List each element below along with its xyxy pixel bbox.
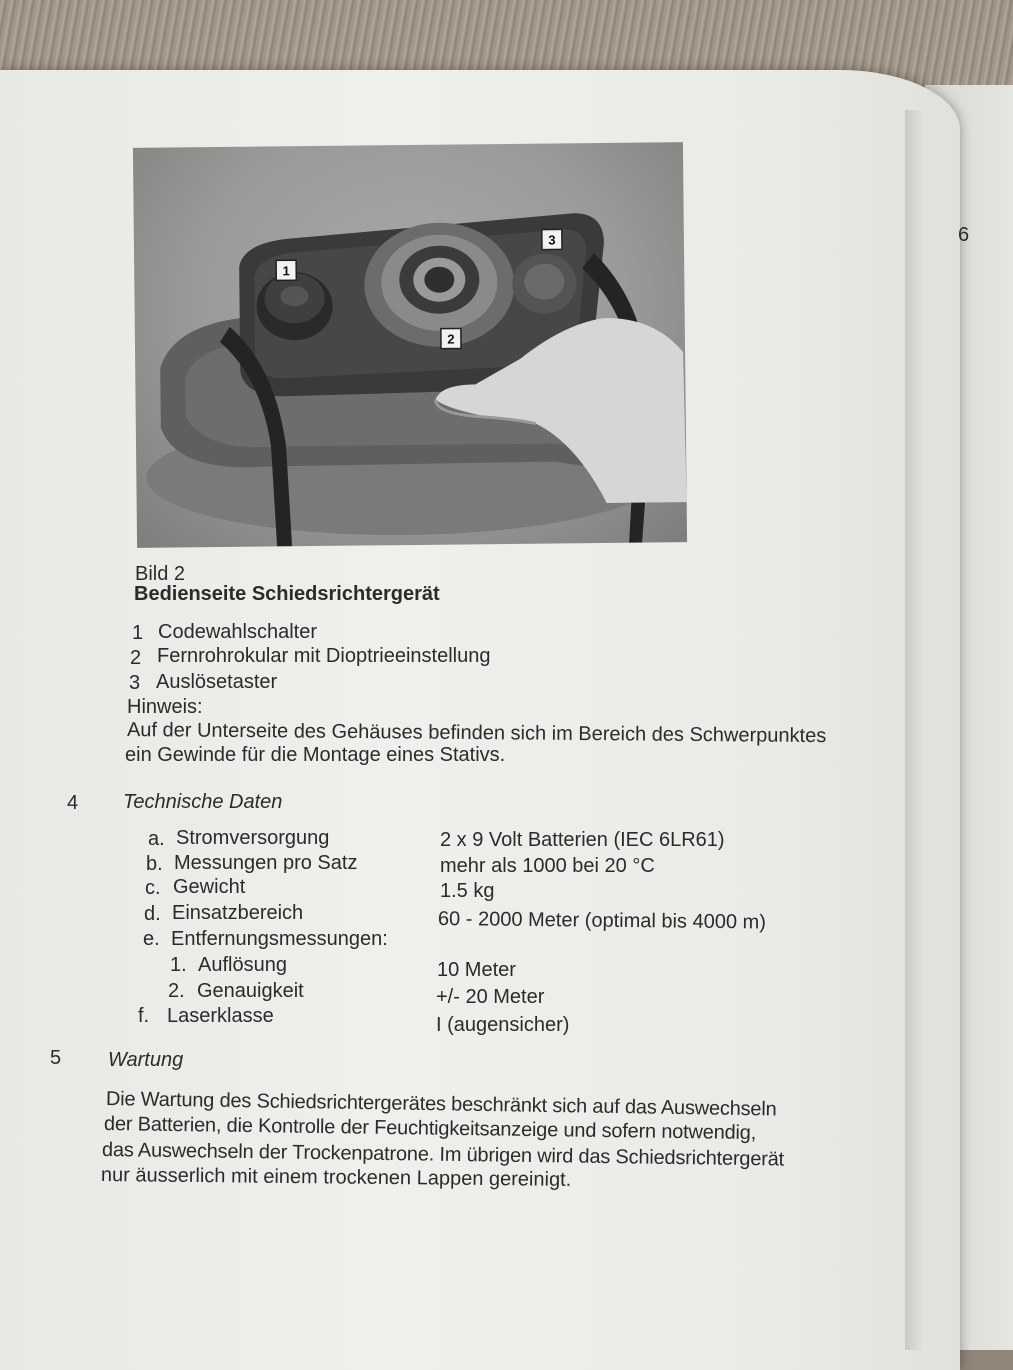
- legend-num-2: 2: [130, 647, 142, 669]
- note-line-1: Auf der Unterseite des Gehäuses befinden sich im Bereich des Schwerpunktes: [126, 719, 827, 748]
- spec-key-b: b.: [146, 853, 163, 875]
- section-5-number: 5: [50, 1047, 62, 1069]
- spec-value-d: 60 - 2000 Meter (optimal bis 4000 m): [437, 908, 767, 934]
- spec-label-a: Stromversorgung: [176, 827, 330, 849]
- device-photo: [133, 142, 687, 548]
- spec-label-c: Gewicht: [173, 876, 246, 898]
- spec-key-d: d.: [144, 903, 161, 925]
- page-gutter-curve: [905, 110, 925, 1350]
- spec-label-b: Messungen pro Satz: [174, 852, 358, 874]
- spec-value-b: mehr als 1000 bei 20 °C: [440, 855, 655, 877]
- spec-label-d: Einsatzbereich: [172, 902, 304, 924]
- section-5-title: Wartung: [108, 1049, 184, 1071]
- section-4-number: 4: [67, 792, 79, 814]
- spec-value-a: 2 x 9 Volt Batterien (IEC 6LR61): [440, 829, 725, 851]
- device-photo-illustration: [133, 142, 687, 548]
- page-number: 6: [958, 224, 970, 246]
- spec-value-e1: 10 Meter: [437, 959, 516, 981]
- legend-text-2: Fernrohrokular mit Dioptrieeinstellung: [157, 645, 491, 667]
- figure-caption: Bedienseite Schiedsrichtergerät: [134, 583, 440, 605]
- figure-label: Bild 2: [135, 563, 186, 585]
- spec-key-f: f.: [138, 1005, 150, 1027]
- spec-label-f: Laserklasse: [167, 1005, 274, 1027]
- spec-value-c: 1.5 kg: [440, 880, 495, 902]
- spec-key-e: e.: [143, 928, 160, 950]
- wartung-line-4: nur äusserlich mit einem trockenen Lappen gereinigt.: [100, 1164, 572, 1191]
- legend-text-3: Auslösetaster: [156, 671, 278, 693]
- note-line-2: ein Gewinde für die Montage eines Stativs.: [125, 744, 506, 766]
- spec-value-e2: +/- 20 Meter: [436, 986, 545, 1008]
- spec-key-a: a.: [148, 828, 165, 850]
- spec-key-e2: 2.: [168, 980, 185, 1002]
- wartung-line-2: der Batterien, die Kontrolle der Feuchtigkeitsanzeige und sofern notwendig,: [103, 1113, 757, 1145]
- spec-value-f: I (augensicher): [436, 1014, 570, 1036]
- wartung-line-3: das Auswechseln der Trockenpatrone. Im übrigen wird das Schiedsrichtergerät: [101, 1139, 785, 1171]
- callout-2: 2: [447, 331, 455, 347]
- spec-key-c: c.: [145, 877, 161, 899]
- legend-text-1: Codewahlschalter: [158, 621, 317, 643]
- wartung-line-1: Die Wartung des Schiedsrichtergerätes beschränkt sich auf das Auswechseln: [105, 1088, 777, 1121]
- note-heading: Hinweis:: [127, 696, 203, 718]
- spec-label-e1: Auflösung: [198, 954, 287, 976]
- legend-num-1: 1: [132, 622, 144, 644]
- section-4-title: Technische Daten: [123, 791, 283, 813]
- spec-label-e2: Genauigkeit: [197, 980, 304, 1002]
- spec-label-e: Entfernungsmessungen:: [171, 928, 388, 950]
- callout-1: 1: [282, 263, 290, 279]
- callout-3: 3: [548, 232, 556, 248]
- legend-num-3: 3: [129, 672, 141, 694]
- spec-key-e1: 1.: [170, 954, 187, 976]
